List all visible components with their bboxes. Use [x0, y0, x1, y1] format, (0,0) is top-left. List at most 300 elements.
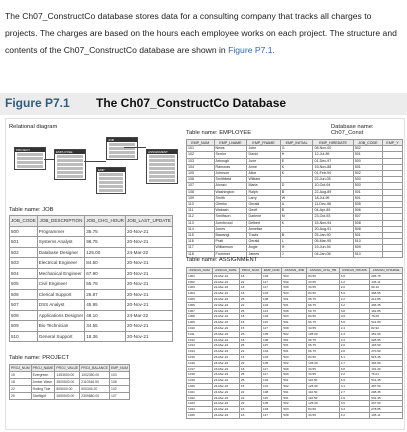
table-cell: 24-Mar-22: [212, 383, 239, 389]
table-cell: 502: [282, 383, 307, 389]
table-cell: 502: [10, 247, 38, 258]
table-cell: 107: [187, 183, 215, 189]
table-cell: 103: [262, 354, 282, 360]
table-cell: 115: [262, 343, 282, 349]
table-cell: 45.95: [85, 300, 126, 311]
table-cell: 3.8: [339, 308, 369, 314]
table-cell: 503: [10, 258, 38, 269]
table-cell: 5.6: [339, 320, 369, 326]
table-cell: 25: [239, 378, 261, 384]
table-cell: 24-Mar-22: [212, 395, 239, 401]
table-cell: 2.0: [339, 285, 369, 291]
table-cell: 105: [187, 171, 215, 177]
table-cell: Bio Technician: [37, 321, 84, 332]
table-cell: 508: [10, 310, 38, 321]
table-cell: 105: [262, 360, 282, 366]
table-cell: 82.92: [370, 325, 403, 331]
table-cell: 22-Mar-22: [212, 273, 239, 279]
table-cell: 1019: [187, 378, 213, 384]
table-cell: 507: [10, 300, 38, 311]
table-cell: 15: [239, 354, 261, 360]
table-cell: 501: [353, 189, 382, 195]
er-attribute-line: [109, 155, 135, 158]
table-cell: K: [280, 164, 313, 170]
table-cell: 0.9: [339, 314, 369, 320]
table-cell: 2650500.00: [55, 393, 80, 400]
table-cell: 2.2: [339, 372, 369, 378]
er-attribute-line: [99, 177, 123, 180]
figure-caption-bar: [0, 93, 407, 115]
table-cell: 500: [353, 183, 382, 189]
er-attribute-line: [17, 153, 43, 156]
table-cell: 96.75: [307, 349, 340, 355]
table-cell: Electrical Engineer: [37, 258, 84, 269]
table-cell: 23-Mar-22: [212, 372, 239, 378]
table-cell: 20-Nov-21: [125, 268, 172, 279]
table-cell: 295.75: [370, 273, 403, 279]
table-cell: 18: [239, 291, 261, 297]
column-header: EMP_FNAME: [247, 140, 280, 146]
table-cell: 503: [282, 354, 307, 360]
table-cell: 501: [282, 395, 307, 401]
table-cell: Arbough: [214, 158, 247, 164]
table-cell: 35.75: [85, 226, 126, 237]
table-cell: 106: [187, 177, 215, 183]
table-header-row: [10, 365, 130, 372]
table-cell: 501: [282, 337, 307, 343]
table-cell: 104: [262, 378, 282, 384]
column-header: ASSIGN_CHG_HR: [307, 268, 340, 274]
table-cell: 193.50: [370, 343, 403, 349]
column-header: EMP_NUM: [262, 268, 282, 274]
table-cell: 23-Mar-22: [212, 366, 239, 372]
column-header: JOB_CODE: [353, 140, 382, 146]
table-cell: Starflight: [31, 393, 55, 400]
table-cell: 103: [262, 273, 282, 279]
er-attribute-line: [17, 165, 43, 168]
er-attribute-line: [109, 151, 135, 154]
table-cell: 103: [262, 407, 282, 413]
column-header: ASSIGN_CHARGE: [370, 268, 403, 274]
table-cell: 1012: [187, 337, 213, 343]
er-attribute-line: [99, 181, 123, 184]
table-cell: Anne: [247, 164, 280, 170]
table-cell: 501: [353, 152, 382, 158]
table-cell: 23-Mar-22: [212, 337, 239, 343]
table-cell: 2.4: [339, 325, 369, 331]
table-cell: 4.2: [339, 279, 369, 285]
table-cell: 102: [187, 152, 215, 158]
table-cell: [383, 251, 403, 257]
table-cell: 107: [109, 393, 129, 400]
table-row: [10, 247, 173, 258]
table-cell: 103: [187, 158, 215, 164]
table-cell: 22-Mar-22: [212, 291, 239, 297]
relational-diagram-label: Relational diagram: [9, 124, 58, 130]
table-cell: 115: [262, 395, 282, 401]
table-cell: 501: [282, 296, 307, 302]
table-cell: 117: [262, 325, 282, 331]
table-cell: 105: [262, 331, 282, 337]
table-cell: 508: [353, 226, 382, 232]
table-cell: 24-Mar-22: [212, 389, 239, 395]
table-cell: 22-Mar-22: [212, 302, 239, 308]
table-cell: 84.50: [307, 354, 340, 360]
table-row: [10, 331, 173, 342]
figure-label: Figure P7.1: [5, 96, 70, 110]
table-cell: 501: [10, 237, 38, 248]
table-cell: 12-Jul-89: [313, 152, 353, 158]
table-cell: 505: [10, 279, 38, 290]
table-cell: 502: [282, 360, 307, 366]
table-cell: H: [280, 245, 313, 251]
table-cell: 502: [353, 171, 382, 177]
table-cell: B: [280, 208, 313, 214]
table-cell: 118: [187, 251, 215, 257]
table-cell: 501: [353, 164, 382, 170]
table-cell: 2309880.00: [80, 393, 110, 400]
column-header: EMP_HIREDATE: [313, 140, 353, 146]
table-cell: 145.11: [370, 279, 403, 285]
table-row: [10, 258, 173, 269]
table-cell: Alonzo: [214, 183, 247, 189]
er-attribute-line: [57, 175, 83, 178]
table-cell: 4.7: [339, 360, 369, 366]
table-cell: 387.50: [370, 383, 403, 389]
table-row: [10, 310, 173, 321]
table-cell: 25: [239, 331, 261, 337]
table-cell: 18: [239, 285, 261, 291]
er-attribute-line: [149, 167, 175, 170]
table-cell: Geoff: [247, 208, 280, 214]
er-entity-title: JOB: [107, 138, 137, 142]
table-cell: 108: [262, 389, 282, 395]
table-cell: H: [280, 152, 313, 158]
table-cell: 15-Nov-94: [313, 220, 353, 226]
er-attribute-line: [149, 171, 175, 174]
table-cell: 23-Mar-22: [212, 325, 239, 331]
table-cell: 25: [239, 296, 261, 302]
table-cell: 2110346.50: [80, 379, 110, 386]
table-cell: 01-Feb-94: [313, 171, 353, 177]
table-cell: 20-Nov-21: [125, 279, 172, 290]
table-cell: 25-Jan-90: [313, 233, 353, 239]
table-cell: DSS Analyst: [37, 300, 84, 311]
table-cell: 505: [353, 202, 382, 208]
table-cell: 24-Mar-22: [125, 247, 172, 258]
table-cell: 503: [282, 273, 307, 279]
table-cell: 131.29: [370, 366, 403, 372]
er-attribute-line: [149, 155, 175, 158]
table-cell: 34.55: [307, 279, 340, 285]
figure-title: The Ch07_ConstructCo Database: [96, 96, 287, 110]
table-row: [187, 412, 403, 418]
table-cell: 1011: [187, 331, 213, 337]
employee-table: [186, 139, 403, 258]
table-cell: 20-Nov-21: [125, 300, 172, 311]
table-cell: 20-Nov-21: [125, 258, 172, 269]
table-cell: Amber Wave: [31, 379, 55, 386]
table-cell: 69.10: [370, 285, 403, 291]
table-cell: 18: [10, 379, 32, 386]
table-cell: Senior: [214, 152, 247, 158]
table-cell: 3.3: [339, 407, 369, 413]
table-cell: Clerical Support: [37, 289, 84, 300]
table-cell: 25: [10, 393, 32, 400]
table-cell: 509: [282, 285, 307, 291]
table-row: [10, 386, 130, 393]
table-cell: 509: [282, 325, 307, 331]
table-cell: 96.75: [307, 337, 340, 343]
er-attribute-line: [99, 173, 123, 176]
table-cell: 18: [239, 412, 261, 418]
figure-link[interactable]: Figure P7.1: [228, 45, 273, 55]
table-cell: Larry: [247, 195, 280, 201]
table-cell: 2.7: [339, 389, 369, 395]
table-cell: 114: [187, 226, 215, 232]
table-cell: 4.3: [339, 331, 369, 337]
table-row: [10, 372, 130, 379]
table-cell: 104: [262, 349, 282, 355]
table-row: [10, 289, 173, 300]
table-cell: 22: [239, 302, 261, 308]
table-cell: 08-Nov-00: [313, 146, 353, 152]
table-cell: Joenbrood: [214, 220, 247, 226]
table-cell: 507: [353, 214, 382, 220]
table-row: [10, 279, 173, 290]
column-header: PROJ_VALUE: [56, 366, 79, 370]
table-cell: 2.8: [339, 349, 369, 355]
table-cell: 1017: [187, 366, 213, 372]
table-cell: 145.11: [370, 412, 403, 418]
table-row: [10, 268, 173, 279]
table-cell: 23-Mar-22: [212, 320, 239, 326]
table-cell: 84.50: [307, 291, 340, 297]
table-cell: 20-Nov-21: [125, 321, 172, 332]
table-cell: G: [280, 146, 313, 152]
er-entity-box: [146, 149, 178, 184]
table-cell: 103: [262, 314, 282, 320]
table-cell: 212.85: [370, 296, 403, 302]
table-row: [10, 321, 173, 332]
job-table: [9, 215, 173, 342]
table-cell: 22: [239, 360, 261, 366]
table-cell: Ralph: [247, 189, 280, 195]
table-cell: 3500500.00: [55, 379, 80, 386]
table-cell: Smithfield: [214, 177, 247, 183]
column-header: ASSIGN_DATE: [212, 268, 239, 274]
table-cell: Maria: [247, 183, 280, 189]
table-cell: 4.9: [339, 395, 369, 401]
intro-text: The Ch07_ConstructCo database stores data for a consulting company that tracks all charges to projects. The charges are based on the hours each employee works on each project. The structure and contents of the Ch07_ConstructCo database are shown in: [5, 11, 397, 55]
table-cell: 506: [10, 289, 38, 300]
table-cell: 1002350.00: [80, 372, 110, 379]
table-cell: 115: [187, 233, 215, 239]
project-table-name: Table name: PROJECT: [9, 355, 70, 361]
table-cell: 117: [262, 366, 282, 372]
table-cell: 22-Aug-89: [313, 189, 353, 195]
table-cell: 96.75: [307, 302, 340, 308]
er-relationship-line: [44, 159, 54, 160]
table-cell: 1020: [187, 383, 213, 389]
table-cell: 510: [353, 239, 382, 245]
er-attribute-line: [109, 143, 135, 146]
table-cell: 509: [282, 366, 307, 372]
table-cell: 103: [109, 372, 129, 379]
er-entity-title: PROJECT: [15, 148, 45, 152]
table-cell: 112: [187, 214, 215, 220]
column-header: EMP_LNAME: [214, 140, 247, 146]
table-cell: 26.87: [85, 289, 126, 300]
table-cell: David: [247, 152, 280, 158]
column-header: EMP_INITIAL: [280, 140, 313, 146]
table-cell: Washington: [214, 189, 247, 195]
table-cell: 34.55: [307, 412, 340, 418]
table-cell: 108: [262, 337, 282, 343]
table-cell: 108: [187, 189, 215, 195]
table-row: [10, 237, 173, 248]
table-cell: Bawangi: [214, 233, 247, 239]
table-cell: 541.80: [370, 320, 403, 326]
table-cell: 1015: [187, 354, 213, 360]
table-cell: Alice: [247, 171, 280, 177]
table-row: [10, 226, 173, 237]
table-cell: 67.90: [85, 268, 126, 279]
table-cell: 05-Mar-95: [313, 239, 353, 245]
table-cell: Rolling Tide: [31, 386, 55, 393]
er-attribute-line: [149, 159, 175, 162]
table-cell: L: [280, 239, 313, 245]
table-cell: Frommer: [214, 251, 247, 257]
table-cell: 4.2: [339, 302, 369, 308]
table-cell: 25: [239, 372, 261, 378]
table-cell: 501: [282, 320, 307, 326]
table-cell: 508: [282, 308, 307, 314]
table-cell: 1008: [187, 314, 213, 320]
table-cell: 04-Apr-89: [313, 208, 353, 214]
er-attribute-line: [149, 163, 175, 166]
table-cell: 501: [282, 302, 307, 308]
table-cell: 84.50: [307, 407, 340, 413]
er-relationship-line: [84, 161, 106, 162]
table-cell: 1003: [187, 285, 213, 291]
table-cell: 501: [282, 378, 307, 384]
table-cell: 23-Oct-93: [313, 214, 353, 220]
table-cell: Travis: [247, 233, 280, 239]
database-figure: [5, 118, 405, 430]
er-attribute-line: [149, 175, 175, 178]
table-cell: 278.85: [370, 407, 403, 413]
table-cell: Delbert: [247, 220, 280, 226]
table-cell: 328.95: [370, 337, 403, 343]
table-cell: 503: [282, 407, 307, 413]
intro-period: .: [272, 45, 275, 55]
table-cell: 105.00: [307, 331, 340, 337]
er-entity-box: [54, 149, 86, 180]
table-cell: 3.5: [339, 273, 369, 279]
table-cell: 406.35: [370, 302, 403, 308]
table-cell: 23-Mar-22: [212, 343, 239, 349]
table-cell: 1022: [187, 395, 213, 401]
table-cell: 1006: [187, 302, 213, 308]
table-cell: 18: [239, 337, 261, 343]
table-cell: 502: [282, 401, 307, 407]
table-cell: 506: [353, 208, 382, 214]
er-attribute-line: [57, 159, 83, 162]
column-header: ASSIGN_HOURS: [339, 268, 369, 274]
table-cell: 116: [187, 239, 215, 245]
er-attribute-line: [57, 163, 83, 166]
job-table-name: Table name: JOB: [9, 207, 54, 213]
table-row: [10, 300, 173, 311]
table-cell: 1010: [187, 325, 213, 331]
table-cell: 22-Mar-22: [212, 308, 239, 314]
table-cell: 22-Mar-22: [212, 296, 239, 302]
table-cell: 298.35: [370, 389, 403, 395]
table-cell: John: [247, 146, 280, 152]
er-attribute-line: [99, 189, 123, 192]
table-cell: 19-Jun-94: [313, 245, 353, 251]
table-cell: 25: [239, 308, 261, 314]
table-cell: 501: [282, 343, 307, 349]
table-cell: 18.36: [85, 331, 126, 342]
er-attribute-line: [17, 157, 43, 160]
table-cell: 96.75: [307, 343, 340, 349]
table-cell: 805000.00: [55, 386, 80, 393]
table-cell: 104: [262, 302, 282, 308]
er-attribute-line: [17, 161, 43, 164]
er-entity-title: EMP: [97, 168, 125, 172]
table-cell: 20-Nov-21: [125, 289, 172, 300]
table-cell: 34.55: [307, 285, 340, 291]
table-cell: 1005: [187, 296, 213, 302]
table-cell: 501: [282, 349, 307, 355]
table-cell: 24-Mar-22: [212, 412, 239, 418]
table-cell: 1009: [187, 320, 213, 326]
er-attribute-line: [99, 185, 123, 188]
table-cell: 34.55: [307, 325, 340, 331]
table-cell: 108: [109, 379, 129, 386]
employee-table-name: Table name: EMPLOYEE: [186, 130, 252, 136]
table-cell: 10-Oct-94: [313, 183, 353, 189]
er-relationship-line: [124, 147, 146, 148]
table-cell: 1023: [187, 401, 213, 407]
table-cell: 2.0: [339, 343, 369, 349]
table-cell: 15-Nov-88: [313, 164, 353, 170]
table-cell: 18: [239, 366, 261, 372]
table-cell: 48.10: [85, 310, 126, 321]
table-cell: 1024: [187, 407, 213, 413]
table-cell: 20-Aug-91: [313, 226, 353, 232]
table-cell: 1004: [187, 291, 213, 297]
table-cell: 437.50: [370, 401, 403, 407]
table-cell: Smith: [214, 195, 247, 201]
column-header: ASSIGN_JOB: [282, 268, 307, 274]
table-cell: 451.50: [370, 331, 403, 337]
table-cell: 502: [353, 146, 382, 152]
table-cell: 110.50: [307, 395, 340, 401]
column-header: EMP_Y: [383, 140, 403, 146]
table-cell: 22: [239, 401, 261, 407]
table-cell: Pratt: [214, 239, 247, 245]
table-cell: K: [280, 171, 313, 177]
table-cell: 84.50: [307, 314, 340, 320]
table-cell: 500: [10, 226, 38, 237]
table-cell: 50.75: [307, 308, 340, 314]
table-cell: 1021: [187, 389, 213, 395]
table-cell: D: [280, 183, 313, 189]
table-cell: 192.85: [370, 308, 403, 314]
